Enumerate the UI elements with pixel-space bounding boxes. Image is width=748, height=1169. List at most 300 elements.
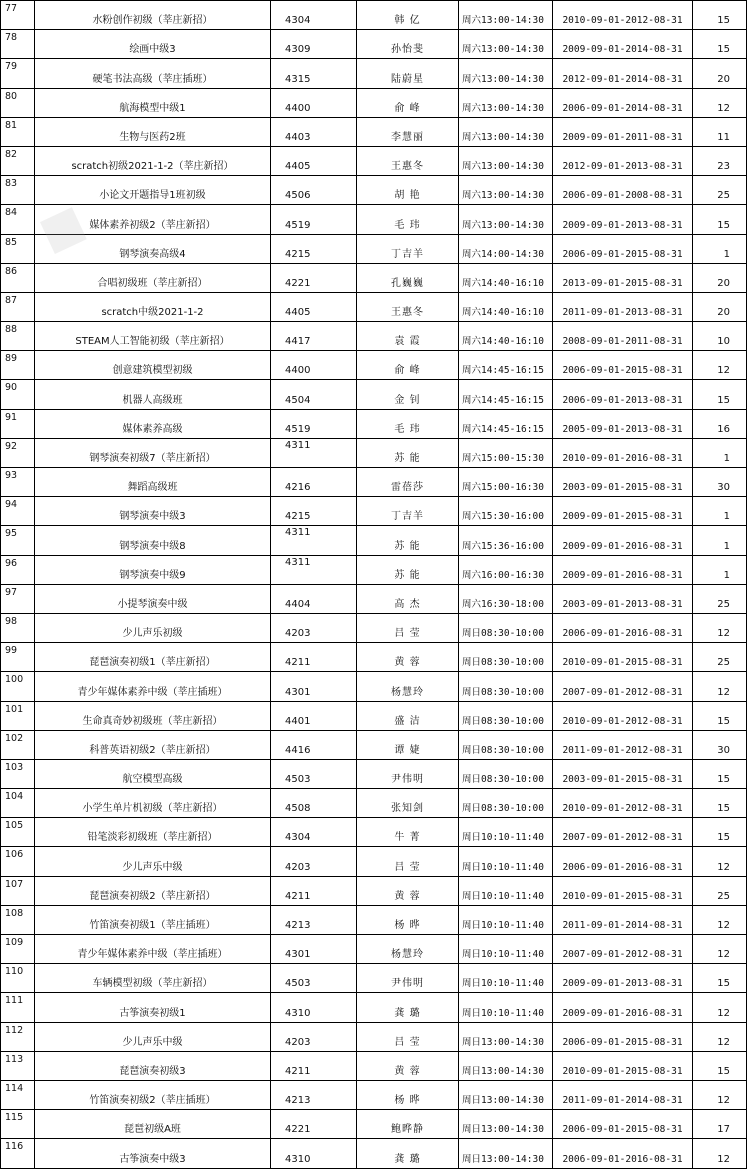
- cell-count: 20: [693, 59, 747, 88]
- cell-name: 琵琶演奏初级3: [35, 1051, 271, 1080]
- cell-time: 周日10:10-11:40: [459, 847, 553, 876]
- cell-period: 2010-09-01-2015-08-31: [553, 876, 693, 905]
- cell-teacher: 毛 玮: [357, 409, 459, 438]
- table-row: [1, 497, 747, 526]
- table-row: [1, 1139, 747, 1168]
- cell-count: 12: [693, 613, 747, 642]
- cell-name: 少儿声乐中级: [35, 847, 271, 876]
- cell-name: 钢琴演奏高级4: [35, 234, 271, 263]
- table-row: [1, 292, 747, 321]
- cell-no: 109: [1, 935, 35, 964]
- cell-period: 2012-09-01-2013-08-31: [553, 146, 693, 175]
- cell-period: 2006-09-01-2015-08-31: [553, 1022, 693, 1051]
- cell-period: 2011-09-01-2013-08-31: [553, 292, 693, 321]
- cell-period: 2008-09-01-2011-08-31: [553, 322, 693, 351]
- table-row: [1, 176, 747, 205]
- cell-period: 2003-09-01-2013-08-31: [553, 584, 693, 613]
- cell-teacher: 孔巍巍: [357, 263, 459, 292]
- cell-period: 2007-09-01-2012-08-31: [553, 935, 693, 964]
- cell-no: 87: [1, 292, 35, 321]
- cell-no: 81: [1, 117, 35, 146]
- cell-period: 2006-09-01-2015-08-31: [553, 234, 693, 263]
- cell-room: 4311: [271, 555, 357, 584]
- cell-time: 周六16:30-18:00: [459, 584, 553, 613]
- table-row: [1, 613, 747, 642]
- cell-period: 2011-09-01-2012-08-31: [553, 730, 693, 759]
- cell-room: 4405: [271, 146, 357, 175]
- cell-time: 周日08:30-10:00: [459, 672, 553, 701]
- cell-time: 周六14:40-16:10: [459, 263, 553, 292]
- cell-period: 2010-09-01-2012-08-31: [553, 789, 693, 818]
- cell-no: 79: [1, 59, 35, 88]
- table-row: [1, 146, 747, 175]
- cell-count: 15: [693, 789, 747, 818]
- cell-teacher: 尹伟明: [357, 759, 459, 788]
- cell-no: 103: [1, 759, 35, 788]
- cell-room: 4221: [271, 263, 357, 292]
- cell-count: 20: [693, 292, 747, 321]
- cell-room: 4304: [271, 1, 357, 30]
- cell-no: 89: [1, 351, 35, 380]
- cell-name: 水粉创作初级（莘庄新招）: [35, 1, 271, 30]
- cell-period: 2003-09-01-2015-08-31: [553, 468, 693, 497]
- cell-count: 12: [693, 1139, 747, 1168]
- cell-name: 媒体素养初级2（莘庄新招）: [35, 205, 271, 234]
- cell-period: 2006-09-01-2016-08-31: [553, 613, 693, 642]
- cell-teacher: 黄 蓉: [357, 876, 459, 905]
- cell-name: 硬笔书法高级（莘庄插班）: [35, 59, 271, 88]
- cell-teacher: 高 杰: [357, 584, 459, 613]
- cell-name: 钢琴演奏初级7（莘庄新招）: [35, 438, 271, 467]
- cell-count: 15: [693, 701, 747, 730]
- cell-count: 15: [693, 1051, 747, 1080]
- cell-room: 4203: [271, 1022, 357, 1051]
- cell-count: 12: [693, 1022, 747, 1051]
- cell-teacher: 王惠冬: [357, 146, 459, 175]
- table-row: [1, 351, 747, 380]
- cell-no: 102: [1, 730, 35, 759]
- cell-name: 绘画中级3: [35, 30, 271, 59]
- cell-name: 合唱初级班（莘庄新招）: [35, 263, 271, 292]
- cell-period: 2013-09-01-2015-08-31: [553, 263, 693, 292]
- cell-period: 2007-09-01-2012-08-31: [553, 672, 693, 701]
- cell-period: 2006-09-01-2015-08-31: [553, 1110, 693, 1139]
- cell-period: 2009-09-01-2011-08-31: [553, 117, 693, 146]
- cell-no: 116: [1, 1139, 35, 1168]
- cell-no: 114: [1, 1080, 35, 1109]
- table-row: [1, 263, 747, 292]
- cell-time: 周六13:00-14:30: [459, 117, 553, 146]
- cell-time: 周日08:30-10:00: [459, 789, 553, 818]
- cell-name: 少儿声乐初级: [35, 613, 271, 642]
- cell-teacher: 龚 璐: [357, 993, 459, 1022]
- cell-no: 82: [1, 146, 35, 175]
- cell-period: 2011-09-01-2014-08-31: [553, 905, 693, 934]
- cell-name: scratch中级2021-1-2: [35, 292, 271, 321]
- cell-count: 23: [693, 146, 747, 175]
- cell-room: 4506: [271, 176, 357, 205]
- table-row: [1, 438, 747, 467]
- table-row: [1, 234, 747, 263]
- table-row: [1, 1110, 747, 1139]
- cell-room: 4400: [271, 351, 357, 380]
- cell-room: 4417: [271, 322, 357, 351]
- cell-no: 105: [1, 818, 35, 847]
- cell-time: 周日13:00-14:30: [459, 1139, 553, 1168]
- cell-room: 4311: [271, 526, 357, 555]
- cell-room: 4309: [271, 30, 357, 59]
- table-row: [1, 672, 747, 701]
- cell-teacher: 丁吉羊: [357, 234, 459, 263]
- cell-no: 88: [1, 322, 35, 351]
- cell-no: 99: [1, 643, 35, 672]
- cell-count: 16: [693, 409, 747, 438]
- cell-teacher: 苏 能: [357, 526, 459, 555]
- cell-no: 95: [1, 526, 35, 555]
- cell-count: 15: [693, 380, 747, 409]
- cell-room: 4203: [271, 847, 357, 876]
- cell-time: 周六15:00-15:30: [459, 438, 553, 467]
- cell-count: 1: [693, 497, 747, 526]
- cell-period: 2003-09-01-2015-08-31: [553, 759, 693, 788]
- cell-time: 周六14:40-16:10: [459, 292, 553, 321]
- cell-count: 12: [693, 351, 747, 380]
- cell-room: 4215: [271, 234, 357, 263]
- cell-period: 2010-09-01-2015-08-31: [553, 643, 693, 672]
- cell-room: 4311: [271, 438, 357, 467]
- table-row: [1, 876, 747, 905]
- table-row: [1, 322, 747, 351]
- cell-room: 4404: [271, 584, 357, 613]
- cell-room: 4213: [271, 905, 357, 934]
- cell-time: 周日10:10-11:40: [459, 964, 553, 993]
- cell-count: 17: [693, 1110, 747, 1139]
- cell-teacher: 苏 能: [357, 555, 459, 584]
- cell-period: 2010-09-01-2015-08-31: [553, 1051, 693, 1080]
- cell-room: 4221: [271, 1110, 357, 1139]
- cell-teacher: 张知剑: [357, 789, 459, 818]
- table-row: [1, 205, 747, 234]
- cell-teacher: 金 钊: [357, 380, 459, 409]
- cell-time: 周日08:30-10:00: [459, 701, 553, 730]
- table-row: [1, 730, 747, 759]
- cell-time: 周六13:00-14:30: [459, 1, 553, 30]
- cell-period: 2012-09-01-2014-08-31: [553, 59, 693, 88]
- table-row: [1, 30, 747, 59]
- table-row: [1, 935, 747, 964]
- cell-time: 周日13:00-14:30: [459, 1051, 553, 1080]
- cell-period: 2005-09-01-2013-08-31: [553, 409, 693, 438]
- cell-period: 2009-09-01-2013-08-31: [553, 205, 693, 234]
- cell-no: 107: [1, 876, 35, 905]
- cell-time: 周日10:10-11:40: [459, 905, 553, 934]
- cell-teacher: 陆蔚星: [357, 59, 459, 88]
- table-row: [1, 993, 747, 1022]
- cell-name: 铅笔淡彩初级班（莘庄新招）: [35, 818, 271, 847]
- cell-time: 周六13:00-14:30: [459, 176, 553, 205]
- cell-count: 25: [693, 643, 747, 672]
- table-row: [1, 1022, 747, 1051]
- cell-room: 4301: [271, 935, 357, 964]
- cell-teacher: 毛 玮: [357, 205, 459, 234]
- cell-name: 舞蹈高级班: [35, 468, 271, 497]
- cell-no: 83: [1, 176, 35, 205]
- cell-name: 车辆模型初级（莘庄新招）: [35, 964, 271, 993]
- cell-teacher: 俞 峰: [357, 88, 459, 117]
- cell-room: 4403: [271, 117, 357, 146]
- cell-no: 78: [1, 30, 35, 59]
- table-row: [1, 789, 747, 818]
- cell-count: 1: [693, 526, 747, 555]
- cell-room: 4400: [271, 88, 357, 117]
- cell-name: 琵琶演奏初级2（莘庄新招）: [35, 876, 271, 905]
- cell-no: 94: [1, 497, 35, 526]
- cell-time: 周六13:00-14:30: [459, 146, 553, 175]
- cell-period: 2009-09-01-2016-08-31: [553, 993, 693, 1022]
- cell-count: 15: [693, 1, 747, 30]
- table-row: [1, 847, 747, 876]
- cell-teacher: 牛 菁: [357, 818, 459, 847]
- cell-room: 4405: [271, 292, 357, 321]
- cell-no: 91: [1, 409, 35, 438]
- table-row: [1, 643, 747, 672]
- cell-room: 4310: [271, 1139, 357, 1168]
- cell-time: 周日10:10-11:40: [459, 818, 553, 847]
- cell-time: 周六14:00-14:30: [459, 234, 553, 263]
- cell-no: 110: [1, 964, 35, 993]
- cell-time: 周日08:30-10:00: [459, 643, 553, 672]
- cell-no: 111: [1, 993, 35, 1022]
- cell-no: 90: [1, 380, 35, 409]
- table-row: [1, 1051, 747, 1080]
- cell-period: 2010-09-01-2016-08-31: [553, 438, 693, 467]
- cell-time: 周六16:00-16:30: [459, 555, 553, 584]
- table-row: [1, 59, 747, 88]
- cell-teacher: 杨慧玲: [357, 672, 459, 701]
- table-row: [1, 759, 747, 788]
- table-row: [1, 818, 747, 847]
- cell-period: 2006-09-01-2016-08-31: [553, 1139, 693, 1168]
- cell-name: 钢琴演奏中级8: [35, 526, 271, 555]
- cell-room: 4401: [271, 701, 357, 730]
- watermark: ■: [30, 193, 93, 261]
- course-table-body: [1, 1, 747, 1169]
- cell-name: 钢琴演奏中级9: [35, 555, 271, 584]
- cell-period: 2006-09-01-2014-08-31: [553, 88, 693, 117]
- cell-count: 1: [693, 234, 747, 263]
- cell-teacher: 孙怡斐: [357, 30, 459, 59]
- cell-time: 周六14:45-16:15: [459, 409, 553, 438]
- cell-no: 112: [1, 1022, 35, 1051]
- cell-time: 周六13:00-14:30: [459, 88, 553, 117]
- cell-teacher: 吕 莹: [357, 847, 459, 876]
- cell-name: 古筝演奏中级3: [35, 1139, 271, 1168]
- cell-count: 20: [693, 263, 747, 292]
- cell-room: 4503: [271, 759, 357, 788]
- cell-period: 2006-09-01-2008-08-31: [553, 176, 693, 205]
- cell-time: 周日13:00-14:30: [459, 1080, 553, 1109]
- cell-count: 15: [693, 964, 747, 993]
- cell-time: 周六13:00-14:30: [459, 30, 553, 59]
- cell-time: 周日13:00-14:30: [459, 1110, 553, 1139]
- cell-teacher: 鲍晔静: [357, 1110, 459, 1139]
- cell-time: 周六14:45-16:15: [459, 380, 553, 409]
- cell-name: 创意建筑模型初级: [35, 351, 271, 380]
- cell-room: 4213: [271, 1080, 357, 1109]
- cell-period: 2009-09-01-2016-08-31: [553, 526, 693, 555]
- cell-count: 25: [693, 176, 747, 205]
- cell-no: 85: [1, 234, 35, 263]
- cell-no: 86: [1, 263, 35, 292]
- cell-time: 周六13:00-14:30: [459, 205, 553, 234]
- cell-name: 青少年媒体素养中级（莘庄插班）: [35, 935, 271, 964]
- cell-period: 2006-09-01-2015-08-31: [553, 351, 693, 380]
- cell-time: 周六14:40-16:10: [459, 322, 553, 351]
- cell-no: 101: [1, 701, 35, 730]
- cell-name: 竹笛演奏初级1（莘庄插班）: [35, 905, 271, 934]
- cell-room: 4310: [271, 993, 357, 1022]
- cell-period: 2007-09-01-2012-08-31: [553, 818, 693, 847]
- cell-name: 少儿声乐中级: [35, 1022, 271, 1051]
- cell-teacher: 苏 能: [357, 438, 459, 467]
- cell-time: 周日10:10-11:40: [459, 876, 553, 905]
- cell-period: 2009-09-01-2013-08-31: [553, 964, 693, 993]
- table-row: [1, 1080, 747, 1109]
- cell-name: 生命真奇妙初级班（莘庄新招）: [35, 701, 271, 730]
- cell-teacher: 黄 蓉: [357, 643, 459, 672]
- cell-count: 25: [693, 876, 747, 905]
- cell-name: 小提琴演奏中级: [35, 584, 271, 613]
- cell-period: 2009-09-01-2014-08-31: [553, 30, 693, 59]
- cell-count: 30: [693, 730, 747, 759]
- cell-name: 航空模型高级: [35, 759, 271, 788]
- cell-no: 97: [1, 584, 35, 613]
- cell-count: 12: [693, 88, 747, 117]
- table-row: [1, 555, 747, 584]
- cell-room: 4504: [271, 380, 357, 409]
- cell-no: 98: [1, 613, 35, 642]
- cell-room: 4211: [271, 1051, 357, 1080]
- cell-teacher: 俞 峰: [357, 351, 459, 380]
- table-row: [1, 88, 747, 117]
- cell-no: 100: [1, 672, 35, 701]
- table-row: [1, 526, 747, 555]
- cell-period: 2011-09-01-2014-08-31: [553, 1080, 693, 1109]
- cell-teacher: 盛 洁: [357, 701, 459, 730]
- cell-teacher: 李慧丽: [357, 117, 459, 146]
- cell-no: 115: [1, 1110, 35, 1139]
- cell-period: 2010-09-01-2012-08-31: [553, 701, 693, 730]
- cell-time: 周日13:00-14:30: [459, 1022, 553, 1051]
- cell-count: 10: [693, 322, 747, 351]
- cell-room: 4216: [271, 468, 357, 497]
- cell-teacher: 杨慧玲: [357, 935, 459, 964]
- cell-room: 4215: [271, 497, 357, 526]
- cell-count: 1: [693, 438, 747, 467]
- cell-teacher: 吕 莹: [357, 1022, 459, 1051]
- cell-teacher: 韩 亿: [357, 1, 459, 30]
- cell-teacher: 黄 蓉: [357, 1051, 459, 1080]
- cell-period: 2009-09-01-2016-08-31: [553, 555, 693, 584]
- cell-time: 周六15:30-16:00: [459, 497, 553, 526]
- cell-time: 周日08:30-10:00: [459, 613, 553, 642]
- cell-no: 104: [1, 789, 35, 818]
- cell-count: 25: [693, 584, 747, 613]
- cell-name: STEAM人工智能初级（莘庄新招）: [35, 322, 271, 351]
- cell-room: 4304: [271, 818, 357, 847]
- cell-name: 媒体素养高级: [35, 409, 271, 438]
- cell-name: 青少年媒体素养中级（莘庄插班）: [35, 672, 271, 701]
- cell-room: 4211: [271, 876, 357, 905]
- cell-teacher: 杨 晔: [357, 905, 459, 934]
- cell-count: 15: [693, 205, 747, 234]
- cell-no: 92: [1, 438, 35, 467]
- cell-room: 4301: [271, 672, 357, 701]
- table-row: [1, 584, 747, 613]
- cell-teacher: 袁 霞: [357, 322, 459, 351]
- cell-teacher: 龚 璐: [357, 1139, 459, 1168]
- cell-time: 周六15:00-16:30: [459, 468, 553, 497]
- cell-no: 113: [1, 1051, 35, 1080]
- cell-no: 106: [1, 847, 35, 876]
- cell-room: 4503: [271, 964, 357, 993]
- cell-room: 4315: [271, 59, 357, 88]
- cell-name: 钢琴演奏中级3: [35, 497, 271, 526]
- cell-name: 古筝演奏初级1: [35, 993, 271, 1022]
- table-row: [1, 117, 747, 146]
- cell-room: 4416: [271, 730, 357, 759]
- cell-time: 周日10:10-11:40: [459, 993, 553, 1022]
- table-row: [1, 964, 747, 993]
- cell-teacher: 尹伟明: [357, 964, 459, 993]
- cell-name: 机器人高级班: [35, 380, 271, 409]
- cell-name: scratch初级2021-1-2（莘庄新招）: [35, 146, 271, 175]
- cell-period: 2006-09-01-2016-08-31: [553, 847, 693, 876]
- cell-teacher: 王惠冬: [357, 292, 459, 321]
- cell-name: 琵琶演奏初级1（莘庄新招）: [35, 643, 271, 672]
- cell-period: 2006-09-01-2013-08-31: [553, 380, 693, 409]
- table-row: [1, 468, 747, 497]
- cell-count: 15: [693, 30, 747, 59]
- cell-room: 4211: [271, 643, 357, 672]
- table-row: [1, 1, 747, 30]
- cell-name: 琵琶初级A班: [35, 1110, 271, 1139]
- cell-room: 4519: [271, 205, 357, 234]
- table-row: [1, 905, 747, 934]
- table-row: [1, 380, 747, 409]
- cell-period: 2009-09-01-2015-08-31: [553, 497, 693, 526]
- cell-time: 周日08:30-10:00: [459, 759, 553, 788]
- cell-teacher: 胡 艳: [357, 176, 459, 205]
- cell-teacher: 丁吉羊: [357, 497, 459, 526]
- cell-count: 12: [693, 905, 747, 934]
- cell-no: 84: [1, 205, 35, 234]
- cell-count: 12: [693, 1080, 747, 1109]
- cell-room: 4519: [271, 409, 357, 438]
- cell-time: 周日08:30-10:00: [459, 730, 553, 759]
- table-row: [1, 701, 747, 730]
- cell-room: 4508: [271, 789, 357, 818]
- cell-period: 2010-09-01-2012-08-31: [553, 1, 693, 30]
- cell-count: 12: [693, 993, 747, 1022]
- cell-count: 12: [693, 672, 747, 701]
- cell-name: 航海模型中级1: [35, 88, 271, 117]
- cell-time: 周六15:36-16:00: [459, 526, 553, 555]
- cell-teacher: 谭 婕: [357, 730, 459, 759]
- table-row: [1, 409, 747, 438]
- cell-count: 30: [693, 468, 747, 497]
- cell-count: 15: [693, 818, 747, 847]
